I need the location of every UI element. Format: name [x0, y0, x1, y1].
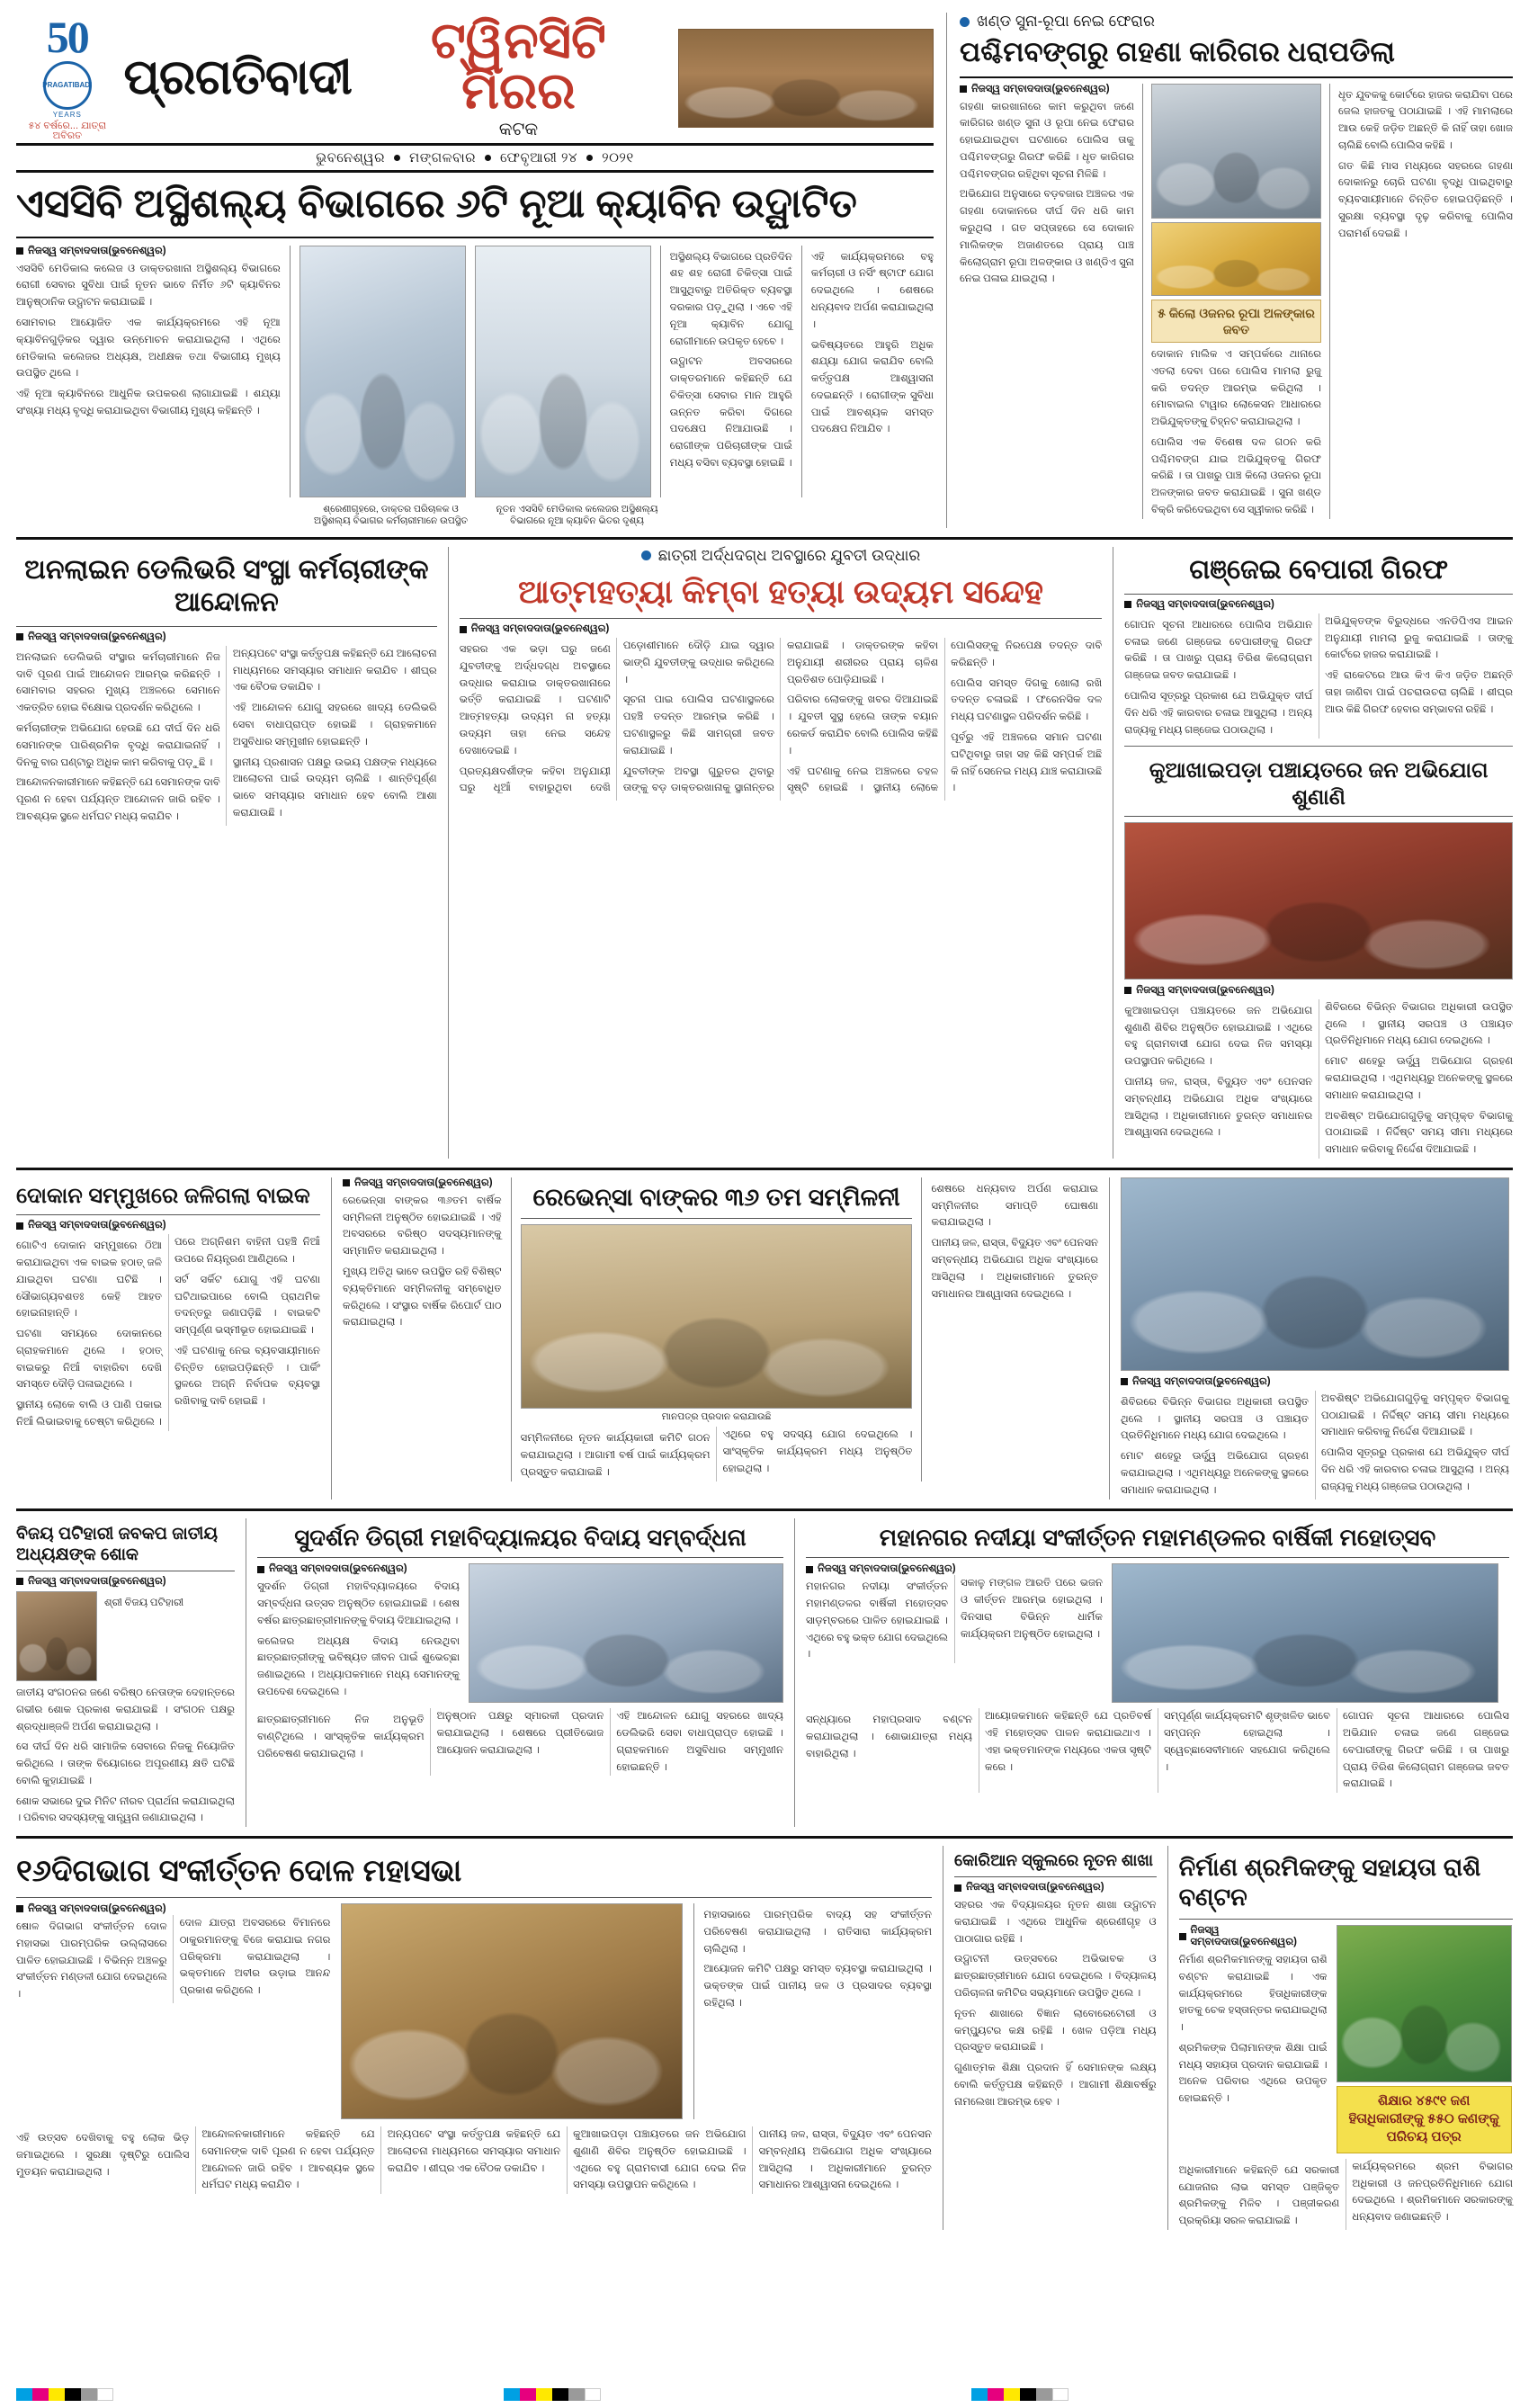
dateline [16, 146, 934, 170]
suicide-story [448, 547, 1113, 1159]
kuakhai2-byline [1121, 1376, 1509, 1388]
suicide-kicker [460, 547, 1103, 565]
od-byline [16, 631, 437, 643]
kuakhai-para: ଅବଶିଷ୍ଟ ଅଭିଯୋଗଗୁଡ଼ିକୁ ସମ୍ପୃକ୍ତ ବିଭାଗକୁ ପଠାଯାଇଛି । ନିର୍ଦ୍ଦିଷ୍ଟ ସମୟ ସୀମା ମଧ୍ୟରେ ସମାଧାନ କରିବାକୁ ନିର୍ଦ୍ଦେଶ ଦିଆଯାଇଛି । [1325, 1109, 1513, 1156]
top-right-kicker-text: ଖଣ୍ଡ ସୁନା-ରୂପା ନେଇ ଫେରାର [977, 13, 1155, 30]
bullet-icon [16, 247, 23, 255]
lead-col-1 [16, 246, 281, 497]
kuakhai-byline-text: ନିଜସ୍ୱ ସମ୍ବାଦଦାତା(ଭୁବନେଶ୍ୱର) [1136, 984, 1274, 996]
tr-byline-text: ନିଜସ୍ୱ ସମ୍ବାଦଦାତା(ଭୁବନେଶ୍ୱର) [971, 83, 1110, 94]
worker-aid-photo [1337, 1925, 1512, 2082]
lead-caption-left-wrap [16, 501, 286, 528]
od-para: ସ୍ଥାନୀୟ ପ୍ରଶାସନ ପକ୍ଷରୁ ଉଭୟ ପକ୍ଷଙ୍କ ମଧ୍ୟରେ ଆଲୋଚନା ପାଇଁ ଉଦ୍ୟମ ଚାଲିଛି । ଶାନ୍ତିପୂର୍ଣ୍ଣ ଭାବେ ସମସ୍ୟାର ସମାଧାନ ହେବ ବୋଲି ଆଶା କରାଯାଉଛି । [232, 756, 437, 819]
rev-col-3 [921, 1177, 1098, 1482]
biker-rule [16, 1214, 320, 1215]
mah-para: ମହାନଗର ନଦୀୟା ସଂକୀର୍ତ୍ତନ ମହାମଣ୍ଡଳର ବାର୍ଷିକୀ ମହୋତ୍ସବ ସାଡ଼ମ୍ବରରେ ପାଳିତ ହୋଇଯାଇଛି । ଏଥିରେ ବହୁ ଭକ୍ତ ଯୋଗ ଦେଇଥିଲେ । [806, 1580, 948, 1661]
lead-photo-left-wrap [290, 246, 466, 497]
dot-icon [485, 155, 491, 161]
tr-para: ପୋଲିସ ଏକ ବିଶେଷ ଦଳ ଗଠନ କରି ପଶ୍ଚିମବଙ୍ଗ ଯାଇ ଅଭିଯୁକ୍ତକୁ ଗିରଫ କରିଛି । ତା ପାଖରୁ ପାଞ୍ଚ କିଲୋ ଓଜନର ରୂପା ଅଳଙ୍କାର ଜବତ କରାଯାଇଛି । ସୁନା ଖଣ୍ଡ ବିକ୍ରି କରିଦେଇଥିବା ସେ ସ୍ୱୀକାର କରିଛି । [1150, 435, 1321, 515]
lead-byline [16, 246, 281, 257]
tr-photo-caption: ୫ କିଲୋ ଓଜନର ରୂପା ଅଳଙ୍କାର ଜବତ [1151, 300, 1321, 343]
tr-para: ଗତ କିଛି ମାସ ମଧ୍ୟରେ ସହରରେ ଗହଣା ଦୋକାନରୁ ଚୋରି ଘଟଣା ବୃଦ୍ଧି ପାଇଥିବାରୁ ବ୍ୟବସାୟୀମାନେ ଚିନ୍ତିତ ହୋଇପଡ଼ିଛନ୍ତି । ସୁରକ୍ଷା ବ୍ୟବସ୍ଥା ଦୃଢ଼ କରିବାକୁ ପୋଲିସ ପରାମର୍ଶ ଦେଇଛି । [1338, 159, 1513, 239]
lead-para: ଏହି କାର୍ଯ୍ୟକ୍ରମରେ ବହୁ କର୍ମଚାରୀ ଓ ନର୍ସିଂ ଷ୍ଟାଫ ଯୋଗ ଦେଇଥିଲେ । ଶେଷରେ ଧନ୍ୟବାଦ ଅର୍ପଣ କରାଯାଇଥିଲା । [810, 250, 934, 330]
biker-headline: ଦୋକାନ ସମ୍ମୁଖରେ ଜଳିଗଲା ବାଇକ [16, 1183, 310, 1208]
ob-para: ଶୋକ ସଭାରେ ଦୁଇ ମିନିଟ ନୀରବ ପ୍ରାର୍ଥନା କରାଯାଇଥିଲା । ପରିବାର ସଦସ୍ୟଙ୍କୁ ସାନ୍ତ୍ୱନା ଜଣାଯାଇଥିଲା । [16, 1795, 235, 1824]
bullet-icon [16, 1578, 23, 1585]
mah-para: ସନ୍ଧ୍ୟାରେ ମହାପ୍ରସାଦ ବଣ୍ଟନ କରାଯାଇଥିଲା । ଶୋଭାଯାତ୍ରା ମଧ୍ୟ ବାହାରିଥିଲା । [806, 1714, 972, 1759]
rev-para: ସମ୍ମିଳନୀରେ ନୂତନ କାର୍ଯ୍ୟକାରୀ କମିଟି ଗଠନ କରାଯାଇଥିଲା । ଆଗାମୀ ବର୍ଷ ପାଇଁ କାର୍ଯ୍ୟକ୍ରମ ପ୍ରସ୍ତୁତ କରାଯାଇଛି । [520, 1432, 711, 1479]
suicide-para: ପ୍ରତ୍ୟକ୍ଷଦର୍ଶୀଙ୍କ କହିବା ଅନୁଯାୟୀ ଘରୁ ଧୂଆଁ ବାହାରୁଥିବା ଦେଖି ପଡ଼ୋଶୀମାନେ ଦୌଡ଼ି ଯାଇ ଦ୍ୱାର ଭାଙ୍ଗି ଯୁବତୀଙ୍କୁ ଉଦ୍ଧାର କରିଥିଲେ । [459, 640, 774, 794]
rev-para: ମୁଖ୍ୟ ଅତିଥି ଭାବେ ଉପସ୍ଥିତ ରହି ବିଶିଷ୍ଟ ବ୍ୟକ୍ତିମାନେ ସମ୍ମିଳନୀକୁ ସମ୍ବୋଧିତ କରିଥିଲେ । ସଂସ୍ଥାର ବାର୍ଷିକ ରିପୋର୍ଟ ପାଠ କରାଯାଇଥିଲା । [343, 1266, 502, 1329]
school-para: ଉଦ୍ଘାଟନୀ ଉତ୍ସବରେ ଅଭିଭାବକ ଓ ଛାତ୍ରଛାତ୍ରୀମାନେ ଯୋଗ ଦେଇଥିଲେ । ବିଦ୍ୟାଳୟ ପରିଚାଳନା କମିଟିର ସଭ୍ୟମାନେ ଉପସ୍ଥିତ ଥିଲେ । [954, 1953, 1157, 2000]
mah-para: ଗୋପନ ସୂଚନା ଆଧାରରେ ପୋଲିସ ଅଭିଯାନ ଚଳାଇ ଜଣେ ଗଞ୍ଜେଇ ବେପାରୀଙ୍କୁ ଗିରଫ କରିଛି । ତା ପାଖରୁ ପ୍ରାୟ ତିରିଶ କିଲୋଗ୍ରାମ ଗଞ୍ଜେଇ ଜବତ କରାଯାଇଛି । [1343, 1710, 1509, 1790]
kuakhai-story [1124, 746, 1513, 1159]
school-headline: କୋରିଆନ ସ୍କୁଲରେ ନୂତନ ଶାଖା [954, 1851, 1153, 1870]
bullet-icon [257, 1566, 264, 1573]
biker-story [16, 1177, 331, 1499]
bullet-icon [343, 1179, 350, 1186]
reverend-story [331, 1177, 1109, 1499]
bullet-icon [460, 626, 467, 633]
dola-photo [341, 1903, 683, 2119]
bullet-icon [1124, 601, 1131, 608]
rev-rule [521, 1218, 913, 1219]
bullet-icon [954, 1884, 961, 1892]
biker-para: ସର୍ଟ ସର୍କିଟ ଯୋଗୁ ଏହି ଘଟଣା ଘଟିଥାଇପାରେ ବୋଲି ପ୍ରାଥମିକ ତଦନ୍ତରୁ ଜଣାପଡ଼ିଛି । ବାଇକଟି ସମ୍ପୂର୍ଣ୍ଣ ଭସ୍ମୀଭୂତ ହୋଇଯାଇଛି । [174, 1273, 320, 1337]
band-5 [16, 1836, 1513, 2230]
bullet-dot-icon [641, 551, 651, 560]
ganja-para: ଏହି ରାକେଟରେ ଆଉ କିଏ କିଏ ଜଡ଼ିତ ଅଛନ୍ତି ତାହା ଜାଣିବା ପାଇଁ ପଚରାଉଚରା ଚାଲିଛି । ଶୀଘ୍ର ଆଉ କିଛି ଗିରଫ ହେବାର ସମ୍ଭାବନା ରହିଛି । [1325, 669, 1513, 715]
bullet-icon [1124, 987, 1131, 994]
sud-para: ସୁଦର୍ଶନ ଡିଗ୍ରୀ ମହାବିଦ୍ୟାଳୟରେ ବିଦାୟ ସମ୍ବର୍ଦ୍ଧନା ଉତ୍ସବ ଅନୁଷ୍ଠିତ ହୋଇଯାଇଛି । ଶେଷ ବର୍ଷର ଛାତ୍ରଛାତ୍ରୀମାନଙ୍କୁ ବିଦାୟ ଦିଆଯାଇଥିଲା । [257, 1580, 460, 1626]
ob-byline-text: ନିଜସ୍ୱ ସମ୍ବାଦଦାତା(ଭୁବନେଶ୍ୱର) [28, 1575, 166, 1587]
dot-icon [394, 155, 400, 161]
mah-byline [806, 1563, 1103, 1575]
mahanagar-headline: ମହାନଗର ନଦୀୟା ସଂକୀର୍ତ୍ତନ ମହାମଣ୍ଡଳର ବାର୍ଷିକୀ ମହୋତ୍ସବ [879, 1523, 1436, 1551]
dola-para: ଏହି ଉତ୍ସବ ଦେଖିବାକୁ ବହୁ ଲୋକ ଭିଡ଼ ଜମାଇଥିଲେ । ସୁରକ୍ଷା ଦୃଷ୍ଟିରୁ ପୋଲିସ ମୁତୟନ କରାଯାଇଥିଲା । [16, 2131, 190, 2178]
dola-story [16, 1846, 943, 2230]
color-registration-bar-center [504, 2388, 601, 2401]
mah-byline-text: ନିଜସ୍ୱ ସମ୍ବାଦଦାତା(ଭୁବନେଶ୍ୱର) [818, 1563, 956, 1575]
online-delivery-story [16, 547, 448, 1159]
lead-para: ଏହି ନୂଆ କ୍ୟାବିନରେ ଆଧୁନିକ ଉପକରଣ ଲାଗାଯାଇଛି । ଶଯ୍ୟା ସଂଖ୍ୟା ମଧ୍ୟ ବୃଦ୍ଧି କରାଯାଇଥିବା ବିଭାଗୀୟ ମୁଖ୍ୟ କହିଛନ୍ତି । [16, 388, 281, 416]
od-para: ଆନ୍ଦୋଳନକାରୀମାନେ କହିଛନ୍ତି ଯେ ସେମାନଙ୍କ ଦାବି ପୂରଣ ନ ହେବା ପର୍ଯ୍ୟନ୍ତ ଆନ୍ଦୋଳନ ଜାରି ରହିବ । ଆବଶ୍ୟକ ସ୍ଥଳେ ଧର୍ମଘଟ ମଧ୍ୟ କରାଯିବ । [16, 776, 220, 822]
lead-rule [16, 237, 934, 238]
tr-byline [960, 84, 1134, 95]
sud-para: ଅନୁଷ୍ଠାନ ପକ୍ଷରୁ ସ୍ମାରକୀ ପ୍ରଦାନ କରାଯାଇଥିଲା । ଶେଷରେ ପ୍ରୀତିଭୋଜ ଆୟୋଜନ କରାଯାଇଥିଲା । [436, 1710, 604, 1756]
kuakhai2-para: ଶିବିରରେ ବିଭିନ୍ନ ବିଭାଗର ଅଧିକାରୀ ଉପସ୍ଥିତ ଥିଲେ । ସ୍ଥାନୀୟ ସରପଞ୍ଚ ଓ ପଞ୍ଚାୟତ ପ୍ରତିନିଧିମାନେ ମଧ୍ୟ ଯୋଗ ଦେଇଥିଲେ । [1121, 1395, 1309, 1442]
ganja-byline [1124, 599, 1513, 611]
sudarshan-story [246, 1518, 794, 1828]
dola-para: କୁଆଖାଇପଡ଼ା ପଞ୍ଚାୟତରେ ଜନ ଅଭିଯୋଗ ଶୁଣାଣି ଶିବିର ଅନୁଷ୍ଠିତ ହୋଇଯାଇଛି । ଏଥିରେ ବହୁ ଗ୍ରାମବାସୀ ଯୋଗ ଦେଇ ନିଜ ସମସ୍ୟା ଉପସ୍ଥାପନ କରିଥିଲେ । [573, 2127, 747, 2191]
tr-para: ଦୋକାନ ମାଲିକ ଏ ସମ୍ପର୍କରେ ଥାନାରେ ଏତଲା ଦେବା ପରେ ପୋଲିସ ମାମଲା ରୁଜୁ କରି ତଦନ୍ତ ଆରମ୍ଭ କରିଥିଲା । ମୋବାଇଲ ଟାୱାର ଲୋକେସନ ଆଧାରରେ ଅଭିଯୁକ୍ତଙ୍କୁ ଚିହ୍ନଟ କରାଯାଇଥିଲା । [1150, 347, 1321, 428]
kuakhai-photo [1124, 822, 1513, 980]
suicide-rule [460, 618, 1103, 619]
school-byline [954, 1882, 1157, 1893]
ganja-para: ପୋଲିସ ସୂତ୍ରରୁ ପ୍ରକାଶ ଯେ ଅଭିଯୁକ୍ତ ଦୀର୍ଘ ଦିନ ଧରି ଏହି କାରବାର ଚଳାଇ ଆସୁଥିଲା । ଅନ୍ୟ ରାଜ୍ୟକୁ ମଧ୍ୟ ଗଞ୍ଜେଇ ପଠାଉଥିଲା । [1124, 690, 1313, 736]
rev-col-1 [343, 1177, 511, 1482]
lead-caption-left: ଶ୍ରେଣୀଗୃହରେ, ଡାକ୍ତର ପରିଚାଳକ ଓ ଅସ୍ଥିଶଲ୍ୟ ବିଭାଗର କର୍ମଚାରୀମାନେ ଉପସ୍ଥିତ [314, 503, 468, 527]
mirror-edition: କଟକ [498, 120, 539, 139]
worker-aid-headline: ନିର୍ମାଣ ଶ୍ରମିକଙ୍କୁ ସହାୟତା ରାଶି ବଣ୍ଟନ [1178, 1854, 1481, 1911]
ganja-para: ଅଭିଯୁକ୍ତଙ୍କ ବିରୁଦ୍ଧରେ ଏନଡିପିଏସ ଆଇନ ଅନୁଯାୟୀ ମାମଲା ରୁଜୁ କରାଯାଇଛି । ତାଙ୍କୁ କୋର୍ଟରେ ହାଜର କରାଯାଇଛି । [1325, 614, 1513, 661]
color-registration-bar-right [971, 2388, 1069, 2401]
top-right-kicker [960, 13, 1513, 31]
lead-para: ଏସସିବି ମେଡିକାଲ କଲେଜ ଓ ଡାକ୍ତରଖାନା ଅସ୍ଥିଶଲ୍ୟ ବିଭାଗରେ ରୋଗୀ ସେବାର ସୁବିଧା ପାଇଁ ନୂତନ ଭାବେ ନିର୍ମିତ ୬ଟି କ୍ୟାବିନର ଆନୁଷ୍ଠାନିକ ଉଦ୍ଘାଟନ କରାଯାଇଛି । [16, 262, 281, 309]
worker-aid-photo-caption: ଶିକ୍ଷାର ୪୫୯୧ ଜଣ ହିତାଧିକାରୀଙ୍କୁ ୫୫୦ କଣଙ୍କୁ ପରିଚୟ ପତ୍ର [1337, 2086, 1512, 2153]
sud-rule [257, 1557, 783, 1558]
ganja-rule [1124, 594, 1513, 595]
suicide-para: ପୂର୍ବରୁ ଏହି ଅଞ୍ଚଳରେ ସମାନ ଘଟଣା ଘଟିଥିବାରୁ ତାହା ସହ କିଛି ସମ୍ପର୍କ ଅଛି କି ନାହିଁ ସେନେଇ ମଧ୍ୟ ଯାଞ୍ଚ କରାଯାଉଛି । [951, 730, 1103, 794]
kuakhai-photo-2 [1121, 1177, 1509, 1371]
od-para: ଏହି ଆନ୍ଦୋଳନ ଯୋଗୁ ସହରରେ ଖାଦ୍ୟ ଡେଲିଭରି ସେବା ବାଧାପ୍ରାପ୍ତ ହୋଇଛି । ଗ୍ରାହକମାନେ ଅସୁବିଧାର ସମ୍ମୁଖୀନ ହୋଇଛନ୍ତି । [232, 702, 437, 747]
band3-right [1109, 1177, 1509, 1499]
rev-para: ଏଥିରେ ବହୁ ସଦସ୍ୟ ଯୋଗ ଦେଇଥିଲେ । ସାଂସ୍କୃତିକ କାର୍ଯ୍ୟକ୍ରମ ମଧ୍ୟ ଅନୁଷ୍ଠିତ ହୋଇଥିଲା । [722, 1428, 913, 1475]
biker-para: ସ୍ଥାନୀୟ ଲୋକେ ବାଲି ଓ ପାଣି ପକାଇ ନିଆଁ ଲିଭାଇବାକୁ ଚେଷ୍ଟା କରିଥିଲେ । ପରେ ଅଗ୍ନିଶମ ବାହିନୀ ପହଞ୍ଚି ନିଆଁ ଉପରେ ନିୟନ୍ତ୍ରଣ ଆଣିଥିଲେ । [16, 1236, 320, 1428]
rev-para: ଶେଷରେ ଧନ୍ୟବାଦ ଅର୍ପଣ କରାଯାଇ ସମ୍ମିଳନୀର ସମାପ୍ତି ଘୋଷଣା କରାଯାଇଥିଲା । [931, 1182, 1098, 1229]
rev-byline-text: ନିଜସ୍ୱ ସମ୍ବାଦଦାତା(ଭୁବନେଶ୍ୱର) [354, 1177, 493, 1188]
suicide-headline: ଆତ୍ମହତ୍ୟା କିମ୍ବା ହତ୍ୟା ଉଦ୍ୟମ ସନ୍ଦେହ [518, 572, 1043, 610]
dola-para: ଆନ୍ଦୋଳନକାରୀମାନେ କହିଛନ୍ତି ଯେ ସେମାନଙ୍କ ଦାବି ପୂରଣ ନ ହେବା ପର୍ଯ୍ୟନ୍ତ ଆନ୍ଦୋଳନ ଜାରି ରହିବ । ଆବଶ୍ୟକ ସ୍ଥଳେ ଧର୍ମଘଟ ମଧ୍ୟ କରାଯିବ । [201, 2127, 375, 2191]
right-column-band2 [1113, 547, 1513, 1159]
reverend-headline: ରେଭେନ୍ସା ବାଙ୍କର ୩୬ ତମ ସମ୍ମିଳନୀ [532, 1183, 900, 1211]
anniversary-number: 50 [46, 12, 88, 62]
masthead-left [16, 13, 934, 528]
od-byline-text: ନିଜସ୍ୱ ସମ୍ବାଦଦାତା(ଭୁବନେଶ୍ୱର) [28, 631, 166, 642]
top-right-rule [960, 76, 1513, 78]
biker-byline-text: ନିଜସ୍ୱ ସମ୍ବାଦଦାତା(ଭୁବନେଶ୍ୱର) [28, 1220, 166, 1231]
mahanagar-photo [1112, 1563, 1498, 1703]
lead-col-5 [801, 246, 934, 497]
dateline-date: ଫେବୃଆରୀ ୨୪ [500, 150, 578, 166]
dateline-day: ମଙ୍ଗଳବାର [409, 150, 477, 166]
ob-byline [16, 1576, 235, 1588]
wa-rule [1179, 1919, 1513, 1920]
lead-para: ସୋମବାର ଆୟୋଜିତ ଏକ କାର୍ଯ୍ୟକ୍ରମରେ ଏହି ନୂଆ କ୍ୟାବିନଗୁଡ଼ିକର ଦ୍ୱାର ଉନ୍ମୋଚନ କରାଯାଇଥିଲା । ଏଥିରେ ମେଡିକାଲ କଲେଜର ଅଧ୍ୟକ୍ଷ, ଅଧୀକ୍ଷକ ତଥା ବିଭାଗୀୟ ମୁଖ୍ୟ ଉପସ୍ଥିତ ଥିଲେ । [16, 316, 281, 380]
lead-col-4 [660, 246, 792, 497]
lead-para: ଉଦ୍ଘାଟନ ଅବସରରେ ଡାକ୍ତରମାନେ କହିଛନ୍ତି ଯେ ଚିକିତ୍ସା ସେବାର ମାନ ଆହୁରି ଉନ୍ନତ କରିବା ଦିଗରେ ପଦକ୍ଷେପ ନିଆଯାଉଛି । ରୋଗୀଙ୍କ ପରିଚାରୀଙ୍କ ପାଇଁ ମଧ୍ୟ ବସିବା ବ୍ୟବସ୍ଥା ହୋଇଛି । [669, 355, 792, 469]
tr-col-2 [1142, 84, 1321, 519]
biker-para: ଘଟଣା ସମୟରେ ଦୋକାନରେ ଗ୍ରାହକମାନେ ଥିଲେ । ହଠାତ୍ ବାଇକରୁ ନିଆଁ ବାହାରିବା ଦେଖି ସମସ୍ତେ ଦୌଡ଼ି ପଳାଇଥିଲେ । [16, 1328, 162, 1391]
ganja-para: ଗୋପନ ସୂଚନା ଆଧାରରେ ପୋଲିସ ଅଭିଯାନ ଚଳାଇ ଜଣେ ଗଞ୍ଜେଇ ବେପାରୀଙ୍କୁ ଗିରଫ କରିଛି । ତା ପାଖରୁ ପ୍ରାୟ ତିରିଶ କିଲୋଗ୍ରାମ ଗଞ୍ଜେଇ ଜବତ କରାଯାଇଛି । [1124, 618, 1313, 682]
band-4 [16, 1508, 1513, 1828]
sud-byline [257, 1563, 460, 1575]
school-byline-text: ନିଜସ୍ୱ ସମ୍ବାଦଦାତା(ଭୁବନେଶ୍ୱର) [966, 1882, 1104, 1893]
school-para: ସହରର ଏକ ବିଦ୍ୟାଳୟର ନୂତନ ଶାଖା ଉଦ୍ଘାଟନ କରାଯାଇଛି । ଏଥିରେ ଆଧୁନିକ ଶ୍ରେଣୀଗୃହ ଓ ପାଠାଗାର ରହିଛି । [954, 1899, 1157, 1945]
kuakhai-para: ମୋଟ ଶହେରୁ ଊର୍ଦ୍ଧ୍ୱ ଅଭିଯୋଗ ଗ୍ରହଣ କରାଯାଇଥିଲା । ଏଥିମଧ୍ୟରୁ ଅନେକଙ୍କୁ ସ୍ଥଳରେ ସମାଧାନ କରାଯାଇଥିଲା । [1325, 1055, 1513, 1101]
dateline-city: ଭୁବନେଶ୍ୱର [316, 150, 386, 166]
mah-para: ସମ୍ପୂର୍ଣ୍ଣ କାର୍ଯ୍ୟକ୍ରମଟି ଶୃଙ୍ଖଳିତ ଭାବେ ସମ୍ପନ୍ନ ହୋଇଥିଲା । ସ୍ୱେଚ୍ଛାସେବୀମାନେ ସହଯୋଗ କରିଥିଲେ । [1164, 1710, 1330, 1773]
bullet-icon [806, 1566, 813, 1573]
tr-para: ଗହଣା କାରଖାନାରେ କାମ କରୁଥିବା ଜଣେ କାରିଗର ଖଣ୍ଡ ସୁନା ଓ ରୂପା ନେଇ ଫେରାର ହୋଇଯାଇଥିବା ଘଟଣାରେ ପୋଲିସ ତାକୁ ପଶ୍ଚିମବଙ୍ଗରୁ ଗିରଫ କରିଛି । ଧୃତ କାରିଗର ପଶ୍ଚିମବଙ୍ଗର ରହିଥିବା ସୂଚନା ମିଳିଛି । [960, 100, 1134, 180]
sudarshan-photo [469, 1563, 783, 1703]
dola-byline-text: ନିଜସ୍ୱ ସମ୍ବାଦଦାତା(ଭୁବନେଶ୍ୱର) [28, 1902, 166, 1914]
lead-photo-right-wrap [466, 246, 651, 497]
obituary-headline: ବିଜୟ ପଟିହାରୀ ଜବକପ ଜାତୀୟ ଅଧ୍ୟକ୍ଷଙ୍କ ଶୋକ [16, 1524, 219, 1564]
wa-byline-text: ନିଜସ୍ୱ ସମ୍ବାଦଦାତା(ଭୁବନେଶ୍ୱର) [1190, 1924, 1297, 1947]
dateline-year: ୨୦୨୧ [602, 150, 634, 166]
suicide-para: ପରିବାର ଲୋକଙ୍କୁ ଖବର ଦିଆଯାଇଛି । ଯୁବତୀ ସୁସ୍ଥ ହେଲେ ତାଙ୍କ ବୟାନ ରେକର୍ଡ କରାଯିବ ବୋଲି ପୋଲିସ କହିଛି । [786, 694, 939, 756]
band-2 [16, 537, 1513, 1159]
kuakhai-byline [1124, 985, 1513, 997]
sud-para: କଲେଜର ଅଧ୍ୟକ୍ଷ ବିଦାୟ ନେଉଥିବା ଛାତ୍ରଛାତ୍ରୀଙ୍କୁ ଭବିଷ୍ୟତ ଜୀବନ ପାଇଁ ଶୁଭେଚ୍ଛା ଜଣାଇଥିଲେ । ଅଧ୍ୟାପକମାନେ ମଧ୍ୟ ସେମାନଙ୍କୁ ଉପଦେଶ ଦେଇଥିଲେ । [257, 1634, 460, 1697]
bullet-dot-icon [960, 17, 970, 27]
bullet-icon [16, 1222, 23, 1230]
school-story [943, 1846, 1167, 2230]
wa-byline [1179, 1925, 1328, 1948]
wa-para: ଶ୍ରମିକଙ୍କ ପିଲାମାନଙ୍କ ଶିକ୍ଷା ପାଇଁ ମଧ୍ୟ ସହାୟତା ପ୍ରଦାନ କରାଯାଇଛି । ଅନେକ ପରିବାର ଏଥିରେ ଉପକୃତ ହୋଇଛନ୍ତି । [1178, 2041, 1328, 2105]
mah-para: ସକାଳୁ ମଙ୍ଗଳ ଆରତି ପରେ ଭଜନ ଓ କୀର୍ତ୍ତନ ଆରମ୍ଭ ହୋଇଥିଲା । ଦିନସାରା ବିଭିନ୍ନ ଧାର୍ମିକ କାର୍ଯ୍ୟକ୍ରମ ଅନୁଷ୍ଠିତ ହୋଇଥିଲା । [961, 1577, 1103, 1640]
kuakhai-para: ପାନୀୟ ଜଳ, ରାସ୍ତା, ବିଦ୍ୟୁତ ଏବଂ ପେନସନ ସମ୍ବନ୍ଧୀୟ ଅଭିଯୋଗ ଅଧିକ ସଂଖ୍ୟାରେ ଆସିଥିଲା । ଅଧିକାରୀମାନେ ତୁରନ୍ତ ସମାଧାନର ଆଶ୍ୱାସନା ଦେଇଥିଲେ । [1124, 1076, 1313, 1139]
band-3 [16, 1168, 1513, 1499]
obituary-story [16, 1518, 246, 1828]
dot-icon [586, 155, 593, 161]
ob-para: ସେ ଦୀର୍ଘ ଦିନ ଧରି ସାମାଜିକ ସେବାରେ ନିଜକୁ ନିୟୋଜିତ କରିଥିଲେ । ତାଙ୍କ ବିୟୋଗରେ ଅପୂରଣୀୟ କ୍ଷତି ଘଟିଛି ବୋଲି କୁହାଯାଇଛି । [16, 1741, 235, 1786]
obituary-portrait [16, 1591, 97, 1681]
sudarshan-headline: ସୁଦର୍ଶନ ଡିଗ୍ରୀ ମହାବିଦ୍ୟାଳୟର ବିଦାୟ ସମ୍ବର୍ଦ୍ଧନା [294, 1523, 747, 1551]
sud-para: ଛାତ୍ରଛାତ୍ରୀମାନେ ନିଜ ଅନୁଭୂତି ବାଣ୍ଟିଥିଲେ । ସାଂସ୍କୃତିକ କାର୍ଯ୍ୟକ୍ରମ ପରିବେଷଣ କରାଯାଇଥିଲା । [257, 1714, 425, 1759]
bullet-icon [1121, 1378, 1128, 1385]
suicide-kicker-text: ଛାତ୍ରୀ ଅର୍ଦ୍ଧଦଗ୍ଧ ଅବସ୍ଥାରେ ଯୁବତୀ ଉଦ୍ଧାର [657, 546, 921, 564]
bullet-icon [960, 85, 967, 93]
lead-para: ଅସ୍ଥିଶଲ୍ୟ ବିଭାଗରେ ପ୍ରତିଦିନ ଶହ ଶହ ରୋଗୀ ଚିକିତ୍ସା ପାଇଁ ଆସୁଥିବାରୁ ଅତିରିକ୍ତ ବ୍ୟବସ୍ଥା ଦରକାର ପଡ଼ୁଥିଲା । ଏବେ ଏହି ନୂଆ କ୍ୟାବିନ ଯୋଗୁ ରୋଗୀମାନେ ଉପକୃତ ହେବେ । [669, 250, 792, 347]
kuakhai2-para: ମୋଟ ଶହେରୁ ଊର୍ଦ୍ଧ୍ୱ ଅଭିଯୋଗ ଗ୍ରହଣ କରାଯାଇଥିଲା । ଏଥିମଧ୍ୟରୁ ଅନେକଙ୍କୁ ସ୍ଥଳରେ ସମାଧାନ କରାଯାଇଥିଲା । [1121, 1450, 1309, 1496]
top-right-headline: ପଶ୍ଚିମବଙ୍ଗରୁ ଗହଣା କାରିଗର ଧରାପଡିଲା [960, 36, 1395, 67]
dola-byline [16, 1903, 330, 1915]
anniversary-odia-sub: ୫୪ ବର୍ଷରେ... ଯାତ୍ରା ଅବିରତ [28, 121, 107, 141]
suicide-para: ଯୁବତୀଙ୍କ ଅବସ୍ଥା ଗୁରୁତର ଥିବାରୁ ତାଙ୍କୁ ବଡ଼ ଡାକ୍ତରଖାନାକୁ ସ୍ଥାନାନ୍ତର କରାଯାଇଛି । ଡାକ୍ତରଙ୍କ କହିବା ଅନୁଯାୟୀ ଶରୀରର ପ୍ରାୟ ଚାଳିଶ ପ୍ରତିଶତ ପୋଡ଼ିଯାଇଛି । [622, 640, 939, 794]
school-para: ଗୁଣାତ୍ମକ ଶିକ୍ଷା ପ୍ରଦାନ ହିଁ ସେମାନଙ୍କ ଲକ୍ଷ୍ୟ ବୋଲି କର୍ତ୍ତୃପକ୍ଷ କହିଛନ୍ତି । ଆଗାମୀ ଶିକ୍ଷାବର୍ଷରୁ ନାମଲେଖା ଆରମ୍ଭ ହେବ । [954, 2062, 1157, 2108]
anniversary-seal-icon: PRAGATIBADI [43, 61, 92, 110]
lead-photo-right [475, 246, 651, 497]
mah-rule [806, 1557, 1509, 1558]
lead-caption-right: ନୂତନ ଏସସିବି ମେଡିକାଲ କଲେଜର ଅସ୍ଥିଶଲ୍ୟ ବିଭାଗରେ ନୂଆ କ୍ୟାବିନ ଭିତର ଦୃଶ୍ୟ [496, 503, 658, 527]
rev-byline [343, 1177, 502, 1189]
dola-para: ଅନ୍ୟପଟେ ସଂସ୍ଥା କର୍ତ୍ତୃପକ୍ଷ କହିଛନ୍ତି ଯେ ଆଲୋଚନା ମାଧ୍ୟମରେ ସମସ୍ୟାର ସମାଧାନ କରାଯିବ । ଶୀଘ୍ର ଏକ ବୈଠକ ଡକାଯିବ । [387, 2127, 561, 2174]
kuakhai-para: ଶିବିରରେ ବିଭିନ୍ନ ବିଭାଗର ଅଧିକାରୀ ଉପସ୍ଥିତ ଥିଲେ । ସ୍ଥାନୀୟ ସରପଞ୍ଚ ଓ ପଞ୍ଚାୟତ ପ୍ରତିନିଧିମାନେ ମଧ୍ୟ ଯୋଗ ଦେଇଥିଲେ । [1325, 1000, 1513, 1047]
tr-photo [1151, 84, 1321, 219]
dola-para: ପାନୀୟ ଜଳ, ରାସ୍ତା, ବିଦ୍ୟୁତ ଏବଂ ପେନସନ ସମ୍ବନ୍ଧୀୟ ଅଭିଯୋଗ ଅଧିକ ସଂଖ୍ୟାରେ ଆସିଥିଲା । ଅଧିକାରୀମାନେ ତୁରନ୍ତ ସମାଧାନର ଆଶ୍ୱାସନା ଦେଇଥିଲେ । [758, 2127, 932, 2191]
lead-photo-left [300, 246, 466, 497]
reverend-photo [521, 1224, 913, 1409]
dola-para: ମହାସଭାରେ ପାରମ୍ପରିକ ବାଦ୍ୟ ସହ ସଂକୀର୍ତ୍ତନ ପରିବେଷଣ କରାଯାଇଥିଲା । ରାତିସାରା କାର୍ଯ୍ୟକ୍ରମ ଚାଲିଥିଲା । [703, 1908, 932, 1955]
sud-para: ଏହି ଆନ୍ଦୋଳନ ଯୋଗୁ ସହରରେ ଖାଦ୍ୟ ଡେଲିଭରି ସେବା ବାଧାପ୍ରାପ୍ତ ହୋଇଛି । ଗ୍ରାହକମାନେ ଅସୁବିଧାର ସମ୍ମୁଖୀନ ହୋଇଛନ୍ତି । [616, 1710, 783, 1773]
od-para: କର୍ମଚାରୀଙ୍କ ଅଭିଯୋଗ ହେଉଛି ଯେ ଦୀର୍ଘ ଦିନ ଧରି ସେମାନଙ୍କ ପାରିଶ୍ରମିକ ବୃଦ୍ଧି କରାଯାଇନାହିଁ । ଦିନକୁ ବାର ଘଣ୍ଟାରୁ ଅଧିକ କାମ କରିବାକୁ ପଡ଼ୁଛି । [16, 722, 220, 768]
wa-para: ନିର୍ମାଣ ଶ୍ରମିକମାନଙ୍କୁ ସହାୟତା ରାଶି ବଣ୍ଟନ କରାଯାଇଛି । ଏକ କାର୍ଯ୍ୟକ୍ରମରେ ହିତାଧିକାରୀଙ୍କ ହାତକୁ ଚେକ ହସ୍ତାନ୍ତର କରାଯାଇଥିଲା । [1178, 1953, 1328, 2034]
kuakhai-rule [1124, 816, 1513, 817]
worker-aid-story [1167, 1846, 1513, 2230]
suicide-para: ଏହି ଘଟଣାକୁ ନେଇ ଅଞ୍ଚଳରେ ଚହଳ ସୃଷ୍ଟି ହୋଇଛି । ସ୍ଥାନୀୟ ଲୋକେ ପୋଲିସଙ୍କୁ ନିରପେକ୍ଷ ତଦନ୍ତ ଦାବି କରିଛନ୍ତି । [786, 640, 1103, 794]
biker-para: ଗୋଟିଏ ଦୋକାନ ସମ୍ମୁଖରେ ଠିଆ କରାଯାଇଥିବା ଏକ ବାଇକ ହଠାତ୍ ଜଳି ଯାଇଥିବା ଘଟଣା ଘଟିଛି । ସୌଭାଗ୍ୟବଶତଃ କେହି ଆହତ ହୋଇନାହାନ୍ତି । [16, 1240, 162, 1320]
mirror-title: ଟ୍ୱିନସିଟି ମିରର [430, 12, 606, 119]
school-rule [954, 1876, 1157, 1877]
dola-para: ଆୟୋଜନ କମିଟି ପକ୍ଷରୁ ସମସ୍ତ ବ୍ୟବସ୍ଥା କରାଯାଇଥିଲା । ଭକ୍ତଙ୍କ ପାଇଁ ପାନୀୟ ଜଳ ଓ ପ୍ରସାଦର ବ୍ୟବସ୍ଥା ରହିଥିଲା । [703, 1963, 932, 2009]
ganja-byline-text: ନିଜସ୍ୱ ସମ୍ବାଦଦାତା(ଭୁବନେଶ୍ୱର) [1136, 598, 1274, 610]
od-para: ଅନ୍ୟପଟେ ସଂସ୍ଥା କର୍ତ୍ତୃପକ୍ଷ କହିଛନ୍ତି ଯେ ଆଲୋଚନା ମାଧ୍ୟମରେ ସମସ୍ୟାର ସମାଧାନ କରାଯିବ । ଶୀଘ୍ର ଏକ ବୈଠକ ଡକାଯିବ । [232, 647, 437, 694]
kuakhai2-para: ପୋଲିସ ସୂତ୍ରରୁ ପ୍ରକାଶ ଯେ ଅଭିଯୁକ୍ତ ଦୀର୍ଘ ଦିନ ଧରି ଏହି କାରବାର ଚଳାଇ ଆସୁଥିଲା । ଅନ୍ୟ ରାଜ୍ୟକୁ ମଧ୍ୟ ଗଞ୍ଜେଇ ପଠାଉଥିଲା । [1321, 1446, 1509, 1492]
dola-para: ଦୋଳ ଯାତ୍ରା ଅବସରରେ ବିମାନରେ ଠାକୁରମାନଙ୍କୁ ବିଜେ କରାଯାଇ ନଗର ପରିକ୍ରମା କରାଯାଇଥିଲା । ଭକ୍ତମାନେ ଅବୀର ଉଡ଼ାଇ ଆନନ୍ଦ ପ୍ରକାଶ କରିଥିଲେ । [179, 1916, 331, 1997]
kuakhai2-para: ଅବଶିଷ୍ଟ ଅଭିଯୋଗଗୁଡ଼ିକୁ ସମ୍ପୃକ୍ତ ବିଭାଗକୁ ପଠାଯାଇଛି । ନିର୍ଦ୍ଦିଷ୍ଟ ସମୟ ସୀମା ମଧ୍ୟରେ ସମାଧାନ କରିବାକୁ ନିର୍ଦ୍ଦେଶ ଦିଆଯାଇଛି । [1321, 1392, 1509, 1438]
suicide-byline-text: ନିଜସ୍ୱ ସମ୍ବାଦଦାତା(ଭୁବନେଶ୍ୱର) [470, 623, 610, 635]
anniversary-years-label: YEARS [52, 111, 82, 119]
mah-para: ଆୟୋଜକମାନେ କହିଛନ୍ତି ଯେ ପ୍ରତିବର୍ଷ ଏହି ମହୋତ୍ସବ ପାଳନ କରାଯାଇଥାଏ । ଏହା ଭକ୍ତମାନଙ୍କ ମଧ୍ୟରେ ଏକତା ସୃଷ୍ଟି କରେ । [985, 1710, 1151, 1773]
lead-para: ଭବିଷ୍ୟତରେ ଆହୁରି ଅଧିକ ଶଯ୍ୟା ଯୋଗ କରାଯିବ ବୋଲି କର୍ତ୍ତୃପକ୍ଷ ଆଶ୍ୱାସନା ଦେଇଛନ୍ତି । ରୋଗୀଙ୍କ ସୁବିଧା ପାଇଁ ଆବଶ୍ୟକ ସମସ୍ତ ପଦକ୍ଷେପ ନିଆଯିବ । [810, 338, 934, 435]
school-para: ନୂତନ ଶାଖାରେ ବିଜ୍ଞାନ ଲାବୋରେଟୋରୀ ଓ କମ୍ପ୍ୟୁଟର କକ୍ଷ ରହିଛି । ଖେଳ ପଡ଼ିଆ ମଧ୍ୟ ପ୍ରସ୍ତୁତ କରାଯାଇଛି । [954, 2007, 1157, 2054]
online-delivery-headline: ଅନଲାଇନ ଡେଲିଭରି ସଂସ୍ଥା କର୍ମଚାରୀଙ୍କ ଆନ୍ଦୋଳନ [24, 554, 429, 617]
masthead-photo [678, 29, 934, 128]
mirror-title-block [375, 12, 662, 140]
lead-headline: ଏସସିବି ଅସ୍ଥିଶଲ୍ୟ ବିଭାଗରେ ୬ଟି ନୂଆ କ୍ୟାବିନ ଉଦ୍ଘାଟିତ [16, 182, 857, 226]
anniversary-logo [16, 14, 119, 141]
wa-para: କାର୍ଯ୍ୟକ୍ରମରେ ଶ୍ରମ ବିଭାଗର ଅଧିକାରୀ ଓ ଜନପ୍ରତିନିଧିମାନେ ଯୋଗ ଦେଇଥିଲେ । ଶ୍ରମିକମାନେ ସରକାରଙ୍କୁ ଧନ୍ୟବାଦ ଜଣାଇଛନ୍ତି । [1352, 2160, 1513, 2224]
rev-center [511, 1177, 913, 1482]
bullet-icon [16, 633, 23, 640]
brand-title: ପ୍ରଗତିବାଦୀ [123, 50, 352, 104]
suicide-para: ପୋଲିସ ସମସ୍ତ ଦିଗକୁ ଖୋଲା ରଖି ତଦନ୍ତ ଚଳାଇଛି । ଫରେନସିକ ଦଳ ମଧ୍ୟ ଘଟଣାସ୍ଥଳ ପରିଦର୍ଶନ କରିଛି । [951, 676, 1103, 723]
kuakhai2-byline-text: ନିଜସ୍ୱ ସମ୍ବାଦଦାତା(ଭୁବନେଶ୍ୱର) [1132, 1375, 1271, 1387]
bullet-icon [1179, 1933, 1186, 1940]
mahanagar-story [794, 1518, 1509, 1828]
rev-para: ରେଭେନ୍ସା ବାଙ୍କର ୩୬ତମ ବାର୍ଷିକ ସମ୍ମିଳନୀ ଅନୁଷ୍ଠିତ ହୋଇଯାଇଛି । ଏହି ଅବସରରେ ବରିଷ୍ଠ ସଦସ୍ୟମାନଙ୍କୁ ସମ୍ମାନିତ କରାଯାଇଥିଲା । [343, 1194, 502, 1258]
dola-rule [16, 1897, 932, 1898]
ob-para: ଜାତୀୟ ସଂଗଠନର ଜଣେ ବରିଷ୍ଠ ନେତାଙ୍କ ଦେହାନ୍ତରେ ଗଭୀର ଶୋକ ପ୍ରକାଶ କରାଯାଇଛି । ସଂଗଠନ ପକ୍ଷରୁ ଶ୍ରଦ୍ଧାଞ୍ଜଳି ଅର୍ପଣ କରାଯାଇଥିଲା । [16, 1686, 235, 1732]
tr-para: ଅଭିଯୋଗ ଅନୁସାରେ ବଡ଼ବଜାର ଅଞ୍ଚଳର ଏକ ଗହଣା ଦୋକାନରେ ଦୀର୍ଘ ଦିନ ଧରି କାମ କରୁଥିଲା । ଗତ ସପ୍ତାହରେ ସେ ଦୋକାନ ମାଲିକଙ୍କ ଅଜାଣତରେ ପ୍ରାୟ ପାଞ୍ଚ କିଲୋଗ୍ରାମ ରୂପା ଅଳଙ୍କାର ଓ ଖଣ୍ଡିଏ ସୁନା ନେଇ ପଳାଇ ଯାଇଥିଲା । [960, 188, 1134, 285]
tr-col-1 [960, 84, 1134, 519]
dola-headline: ୧୬ଦିଗଭାଗ ସଂକୀର୍ତ୍ତନ ଦୋଳ ମହାସଭା [16, 1854, 462, 1889]
tr-col-3 [1329, 84, 1513, 519]
dola-para: ଷୋଳ ଦିଗଭାଗ ସଂକୀର୍ତ୍ତନ ଦୋଳ ମହାସଭା ପାରମ୍ପରିକ ଉଲ୍ଲାସରେ ପାଳିତ ହୋଇଯାଇଛି । ବିଭିନ୍ନ ଅଞ୍ଚଳରୁ ସଂକୀର୍ତ୍ତନ ମଣ୍ଡଳୀ ଯୋଗ ଦେଇଥିଲେ । [16, 1920, 167, 2001]
kuakhai-para: କୁଆଖାଇପଡ଼ା ପଞ୍ଚାୟତରେ ଜନ ଅଭିଯୋଗ ଶୁଣାଣି ଶିବିର ଅନୁଷ୍ଠିତ ହୋଇଯାଇଛି । ଏଥିରେ ବହୁ ଗ୍ରାମବାସୀ ଯୋଗ ଦେଇ ନିଜ ସମସ୍ୟା ଉପସ୍ଥାପନ କରିଥିଲେ । [1124, 1004, 1313, 1068]
reverend-photo-caption: ମାନପତ୍ର ପ୍ରଦାନ କରାଯାଉଛି [661, 1410, 772, 1422]
masthead-divider-2 [16, 170, 934, 173]
od-para: ଅନଲାଇନ ଡେଲିଭରି ସଂସ୍ଥାର କର୍ମଚାରୀମାନେ ନିଜ ଦାବି ପୂରଣ ପାଇଁ ଆନ୍ଦୋଳନ ଆରମ୍ଭ କରିଛନ୍ତି । ସୋମବାର ସହରର ମୁଖ୍ୟ ଅଞ୍ଚଳରେ ସେମାନେ ଏକତ୍ରିତ ହୋଇ ବିକ୍ଷୋଭ ପ୍ରଦର୍ଶନ କରିଥିଲେ । [16, 650, 220, 714]
color-registration-bar-left [16, 2388, 113, 2401]
suicide-para: ସହରର ଏକ ଭଡ଼ା ଘରୁ ଜଣେ ଯୁବତୀଙ୍କୁ ଅର୍ଦ୍ଧଦଗ୍ଧ ଅବସ୍ଥାରେ ଉଦ୍ଧାର କରାଯାଇ ଡାକ୍ତରଖାନାରେ ଭର୍ତ୍ତି କରାଯାଇଛି । ଘଟଣାଟି ଆତ୍ମହତ୍ୟା ଉଦ୍ୟମ ନା ହତ୍ୟା ଉଦ୍ୟମ ତାହା ନେଇ ସନ୍ଦେହ ଦେଖାଦେଇଛି । [459, 643, 611, 756]
sud-byline-text: ନିଜସ୍ୱ ସମ୍ବାଦଦାତା(ଭୁବନେଶ୍ୱର) [269, 1563, 407, 1575]
biker-byline [16, 1220, 320, 1231]
od-rule [16, 626, 437, 627]
obituary-name: ଶ୍ରୀ ବିଜୟ ପଟିହାରୀ [104, 1596, 184, 1608]
top-right-story [946, 13, 1513, 528]
tr-photo-gold [1151, 222, 1321, 296]
suicide-para: ସୂଚନା ପାଇ ପୋଲିସ ଘଟଣାସ୍ଥଳରେ ପହଞ୍ଚି ତଦନ୍ତ ଆରମ୍ଭ କରିଛି । ଘଟଣାସ୍ଥଳରୁ କିଛି ସାମଗ୍ରୀ ଜବତ କରାଯାଇଛି । [622, 694, 774, 756]
bullet-icon [16, 1905, 23, 1912]
wa-para: ଅଧିକାରୀମାନେ କହିଛନ୍ତି ଯେ ସରକାରୀ ଯୋଜନାର ଲାଭ ସମସ୍ତ ପଞ୍ଜିକୃତ ଶ୍ରମିକଙ୍କୁ ମିଳିବ । ପଞ୍ଜୀକରଣ ପ୍ରକ୍ରିୟା ସରଳ କରାଯାଇଛି । [1178, 2163, 1340, 2227]
tr-para: ଧୃତ ଯୁବକକୁ କୋର୍ଟରେ ହାଜର କରାଯିବା ପରେ ଜେଲ ହାଜତକୁ ପଠାଯାଇଛି । ଏହି ମାମଲାରେ ଆଉ କେହି ଜଡ଼ିତ ଅଛନ୍ତି କି ନାହିଁ ତାହା ଖୋଜ ଚାଲିଛି ବୋଲି ପୋଲିସ କହିଛି । [1338, 88, 1513, 151]
kuakhai-headline: କୁଆଖାଇପଡ଼ା ପଞ୍ଚାୟତରେ ଜନ ଅଭିଯୋଗ ଶୁଣାଣି [1149, 758, 1489, 810]
suicide-byline [460, 623, 1103, 635]
ganja-headline: ଗଞ୍ଜେଇ ବେପାରୀ ଗିରଫ [1189, 554, 1449, 585]
biker-para: ଏହି ଘଟଣାକୁ ନେଇ ବ୍ୟବସାୟୀମାନେ ଚିନ୍ତିତ ହୋଇପଡ଼ିଛନ୍ତି । ପାର୍କିଂ ସ୍ଥଳରେ ଅଗ୍ନି ନିର୍ବାପକ ବ୍ୟବସ୍ଥା ରଖିବାକୁ ଦାବି ହୋଇଛି । [174, 1344, 320, 1408]
rev-para-extra: ପାନୀୟ ଜଳ, ରାସ୍ତା, ବିଦ୍ୟୁତ ଏବଂ ପେନସନ ସମ୍ବନ୍ଧୀୟ ଅଭିଯୋଗ ଅଧିକ ସଂଖ୍ୟାରେ ଆସିଥିଲା । ଅଧିକାରୀମାନେ ତୁରନ୍ତ ସମାଧାନର ଆଶ୍ୱାସନା ଦେଇଥିଲେ । [931, 1237, 1098, 1300]
lead-byline-text: ନିଜସ୍ୱ ସମ୍ବାଦଦାତା(ଭୁବନେଶ୍ୱର) [28, 245, 166, 256]
masthead [16, 13, 1513, 528]
